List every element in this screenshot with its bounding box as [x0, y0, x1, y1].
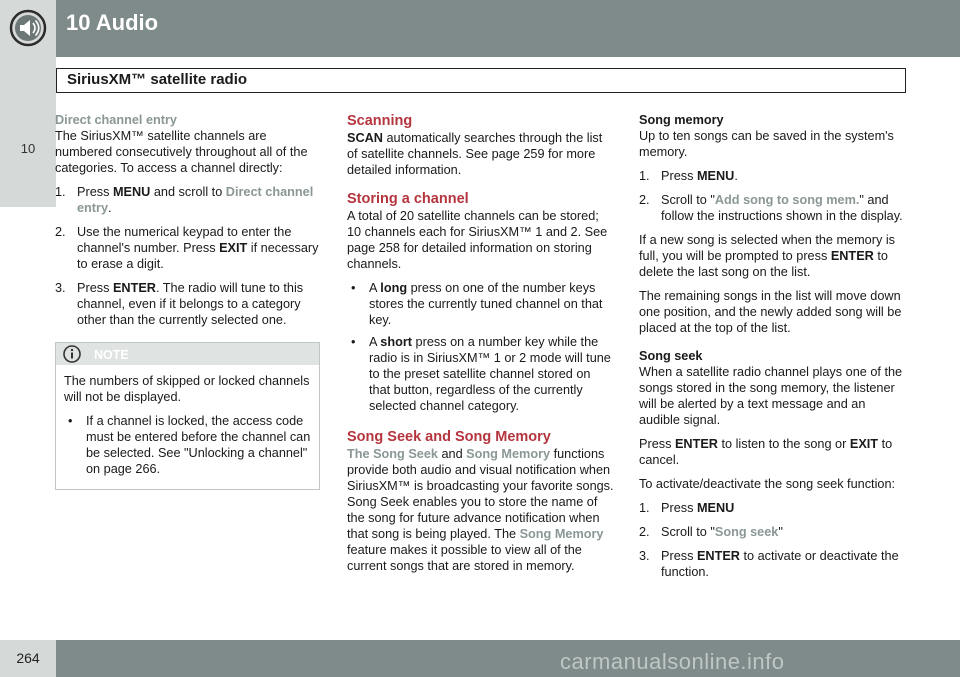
list-item: • A short press on a number key while the radio is in SiriusXM™ 1 or 2 mode will tune to the preset satellite channel stored on that button, regardless of the currently selected channel category. [351, 335, 611, 413]
speaker-icon [9, 9, 47, 47]
direct-channel-intro: The SiriusXM™ satellite channels are numbered consecutively throughout all of the categories. To access a channel directly: [55, 129, 308, 175]
watermark: carmanualsonline.info [560, 649, 785, 674]
list-item: 2. Scroll to "Song seek" [639, 525, 783, 539]
storing-text: A total of 20 satellite channels can be stored; 10 channels each for SiriusXM™ 1 and 2. See page 258 for detailed information on storing channels. [347, 209, 608, 271]
activate-steps [639, 500, 908, 580]
note-body [56, 365, 319, 489]
list-item: 1. Press MENU and scroll to Direct channel entry. [55, 185, 314, 215]
section-title: SiriusXM™ satellite radio [67, 71, 248, 88]
song-seek-heading: Song seek [639, 349, 703, 363]
list-item: • A long press on one of the number keys stores the currently tuned channel on that key. [351, 281, 603, 327]
activate-intro: To activate/deactivate the song seek function: [639, 477, 896, 491]
song-memory-intro: Up to ten songs can be saved in the system's memory. [639, 129, 894, 159]
menu-path-link: Direct channel entry [77, 185, 314, 215]
song-memory-steps [639, 168, 908, 224]
song-memory-heading: Song memory [639, 113, 724, 127]
song-seek-memory-text: The Song Seek and Song Memory functions provide both audio and visual notification when SiriusXM™ is broadcasting your favorite songs. Song Seek enables you to store the name of the song for future advance notification when that song is being played. The Song Memory feature makes it possible to view all of the current songs that are stored in memory. [347, 447, 614, 573]
chapter-icon-box [0, 0, 56, 57]
section-title-box [56, 68, 906, 93]
note-box [55, 342, 320, 490]
list-item: 2. Scroll to "Add song to song mem." and follow the instructions shown in the display. [639, 193, 903, 223]
scanning-text: SCAN automatically searches through the list of satellite channels. See page 259 for more detailed information. [347, 131, 603, 177]
song-seek-memory-heading: Song Seek and Song Memory [347, 429, 551, 445]
press-enter-text: Press ENTER to listen to the song or EXIT to cancel. [639, 437, 893, 467]
memory-full-text: If a new song is selected when the memory is full, you will be prompted to press ENTER to delete the last song on the list. [639, 233, 895, 279]
direct-channel-heading: Direct channel entry [55, 113, 177, 127]
chapter-tab [0, 57, 56, 207]
memory-move-text: The remaining songs in the list will move down one position, and the newly added song will be placed at the top of the list. [639, 289, 902, 335]
column-1 [55, 112, 320, 490]
direct-channel-steps [55, 184, 320, 328]
list-item: 3. Press ENTER to activate or deactivate the function. [639, 549, 899, 579]
list-item: 3. Press ENTER. The radio will tune to this channel, even if it belongs to a category other than the currently selected one. [55, 281, 304, 327]
page-number: 264 [16, 650, 40, 666]
note-text: The numbers of skipped or locked channels will not be displayed. [64, 374, 310, 404]
list-item: 1. Press MENU [639, 501, 735, 515]
note-label: NOTE [94, 348, 129, 362]
chapter-title: 10 Audio [66, 10, 159, 35]
list-item: 1. Press MENU. [639, 169, 738, 183]
column-2 [347, 112, 615, 582]
song-seek-intro: When a satellite radio channel plays one of the songs stored in the song memory, the listener will be alerted by a text message and an audible signal. [639, 365, 903, 427]
page-number-box [0, 640, 56, 677]
chapter-header-bar [0, 0, 960, 57]
storing-bullets [347, 280, 615, 414]
chapter-tab-number: 10 [20, 141, 36, 156]
column-3 [639, 112, 908, 588]
note-header [56, 343, 319, 365]
info-icon [62, 345, 82, 363]
storing-heading: Storing a channel [347, 191, 469, 207]
list-item: 2. Use the numerical keypad to enter the channel's number. Press EXIT if necessary to erase a digit. [55, 225, 319, 271]
footer-bar [0, 640, 960, 677]
list-item: • If a channel is locked, the access code must be entered before the channel can be selected. See "Unlocking a channel" on page 266. [68, 414, 311, 476]
scanning-heading: Scanning [347, 113, 413, 129]
